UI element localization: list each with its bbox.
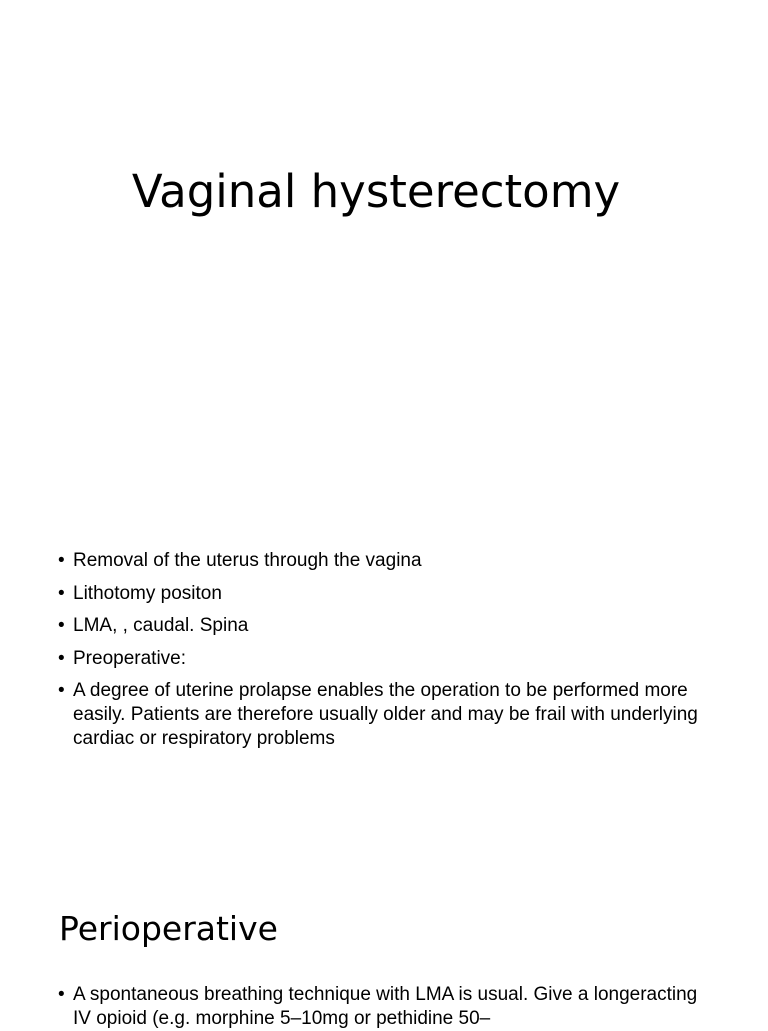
- bullet-list: [58, 549, 718, 760]
- list-item: • Lithotomy positon: [58, 582, 718, 606]
- slide-title: Vaginal hysterectomy: [131, 165, 621, 218]
- list-item: • Preoperative:: [58, 647, 718, 671]
- list-item: • Removal of the uterus through the vagina: [58, 549, 718, 573]
- list-item: • A degree of uterine prolapse enables the operation to be performed more easily. Patients are therefore usually older and may be frail with underlying cardiac or respiratory problems: [58, 679, 718, 751]
- list-item: • LMA, , caudal. Spina: [58, 614, 718, 638]
- list-item: • A spontaneous breathing technique with LMA is usual. Give a longeracting IV opioid (e.g. morphine 5–10mg or pethidine 50–: [58, 983, 698, 1031]
- section-heading: Perioperative: [59, 909, 278, 948]
